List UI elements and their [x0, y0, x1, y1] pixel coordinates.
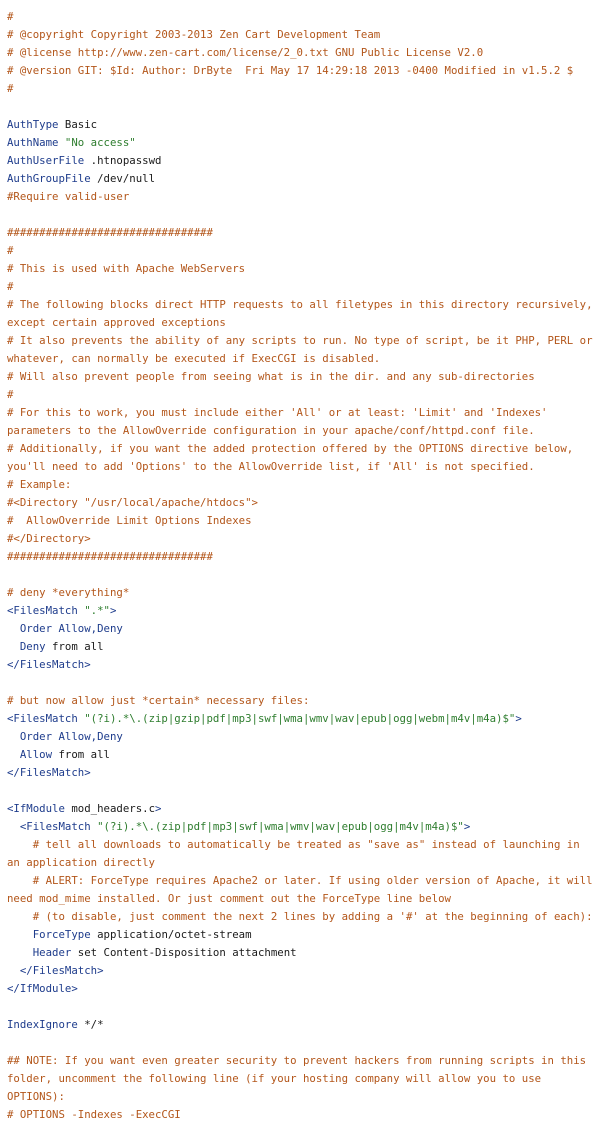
- code-line: [7, 260, 593, 278]
- keyword-token: Header: [7, 946, 72, 959]
- code-line: [7, 764, 593, 782]
- comment-token: # It also prevents the ability of any scripts to run. No type of script, be it PHP, PERL or whatever, can normally be executed if ExecCGI is disabled.: [7, 334, 599, 365]
- code-line: [7, 602, 593, 620]
- code-line: [7, 818, 593, 836]
- comment-token: # tell all downloads to automatically be treated as "save as" instead of launching in an application directly: [7, 838, 587, 869]
- keyword-token: Allow: [7, 748, 53, 761]
- code-line: [7, 530, 593, 548]
- code-line: [7, 584, 593, 602]
- code-line: [7, 908, 593, 926]
- code-line: [7, 836, 593, 872]
- code-line: [7, 494, 593, 512]
- comment-token: # @copyright Copyright 2003-2013 Zen Cart Development Team: [7, 28, 381, 41]
- code-line: [7, 710, 593, 728]
- keyword-token: ForceType: [7, 928, 91, 941]
- code-line: [7, 962, 593, 980]
- comment-token: # deny *everything*: [7, 586, 130, 599]
- code-line: [7, 620, 593, 638]
- comment-token: # OPTIONS -Indexes -ExecCGI: [7, 1108, 181, 1121]
- keyword-token: >: [155, 802, 162, 815]
- code-line: [7, 368, 593, 386]
- code-line: [7, 656, 593, 674]
- keyword-token: AuthName: [7, 136, 59, 149]
- keyword-token: </FilesMatch>: [7, 766, 91, 779]
- comment-token: #<Directory "/usr/local/apache/htdocs">: [7, 496, 258, 509]
- code-line: [7, 548, 593, 566]
- comment-token: # AllowOverride Limit Options Indexes: [7, 514, 252, 527]
- code-line: [7, 872, 599, 908]
- keyword-token: Allow,Deny: [58, 622, 123, 635]
- keyword-token: >: [463, 820, 471, 833]
- text-token: */*: [77, 1018, 104, 1031]
- comment-token: # For this to work, you must include either 'All' or at least: 'Limit' and 'Indexes' parameters to the AllowOverride configuration in your apache/conf/httpd.conf file.: [7, 406, 554, 437]
- code-line: [7, 116, 593, 134]
- comment-token: ################################: [7, 550, 213, 563]
- code-line: [7, 206, 593, 224]
- keyword-token: </FilesMatch>: [7, 658, 91, 671]
- code-line: [7, 332, 599, 368]
- code-line: [7, 224, 593, 242]
- comment-token: # This is used with Apache WebServers: [7, 262, 246, 275]
- comment-token: # Example:: [7, 478, 72, 491]
- code-line: [7, 998, 593, 1016]
- comment-token: # @license http://www.zen-cart.com/license/2_0.txt GNU Public License V2.0: [7, 46, 484, 59]
- code-line: [7, 980, 593, 998]
- keyword-token: >: [515, 712, 522, 725]
- code-line: [7, 926, 593, 944]
- code-line: [7, 692, 593, 710]
- keyword-token: AuthUserFile: [7, 154, 85, 167]
- keyword-token: <IfModule: [7, 802, 65, 815]
- comment-token: #Require valid-user: [7, 190, 130, 203]
- code-line: [7, 8, 593, 26]
- comment-token: #</Directory>: [7, 532, 91, 545]
- comment-token: #: [7, 10, 14, 23]
- string-token: "(?i).*\.(zip|gzip|pdf|mp3|swf|wma|wmv|wav|epub|ogg|webm|m4v|m4a)$": [84, 712, 516, 725]
- keyword-token: </FilesMatch>: [7, 964, 104, 977]
- keyword-token: <FilesMatch: [7, 820, 91, 833]
- keyword-token: Deny: [7, 640, 46, 653]
- code-line: [7, 242, 593, 260]
- text-token: application/octet-stream: [90, 928, 252, 941]
- code-line: [7, 170, 593, 188]
- code-line: [7, 800, 593, 818]
- text-token: mod_headers.c: [64, 802, 156, 815]
- code-line: [7, 746, 593, 764]
- code-line: [7, 1016, 593, 1034]
- comment-token: # Will also prevent people from seeing what is in the dir. and any sub-directories: [7, 370, 535, 383]
- comment-token: # Additionally, if you want the added protection offered by the OPTIONS directive below, you'll need to add 'Options' to the AllowOverride list, if 'All' is not specified.: [7, 442, 580, 473]
- string-token: "No access": [64, 136, 136, 149]
- text-token: from all: [52, 748, 110, 761]
- comment-token: # The following blocks direct HTTP requests to all filetypes in this directory recursively, except certain approved exceptions: [7, 298, 599, 329]
- code-line: [7, 296, 599, 332]
- comment-token: ################################: [7, 226, 213, 239]
- code-line: [7, 26, 593, 44]
- code-line: [7, 944, 593, 962]
- code-line: [7, 404, 593, 440]
- code-line: [7, 62, 593, 80]
- code-line: [7, 440, 593, 476]
- keyword-token: <FilesMatch: [7, 604, 78, 617]
- keyword-token: Order: [7, 730, 53, 743]
- keyword-token: </IfModule>: [7, 982, 78, 995]
- comment-token: #: [7, 244, 14, 257]
- comment-token: # @version GIT: $Id: Author: DrByte Fri May 17 14:29:18 2013 -0400 Modified in v1.5.2 $: [7, 64, 574, 77]
- text-token: set Content-Disposition attachment: [71, 946, 297, 959]
- text-token: from all: [45, 640, 104, 653]
- code-line: [7, 638, 593, 656]
- code-line: [7, 1106, 593, 1124]
- code-line: [7, 278, 593, 296]
- code-line: [7, 134, 593, 152]
- text-token: /dev/null: [90, 172, 156, 185]
- keyword-token: <FilesMatch: [7, 712, 78, 725]
- keyword-token: AuthGroupFile: [7, 172, 91, 185]
- code-line: [7, 1052, 593, 1106]
- string-token: "(?i).*\.(zip|pdf|mp3|swf|wma|wmv|wav|epub|ogg|m4v|m4a)$": [97, 820, 464, 833]
- comment-token: ## NOTE: If you want even greater security to prevent hackers from running scripts in this folder, uncomment the following line (if your hosting company will allow you to use OPTIONS):: [7, 1054, 593, 1103]
- text-token: Basic: [58, 118, 98, 131]
- code-line: [7, 566, 593, 584]
- code-line: [7, 98, 593, 116]
- keyword-token: Order: [7, 622, 53, 635]
- comment-token: # (to disable, just comment the next 2 lines by adding a '#' at the beginning of each):: [7, 910, 593, 923]
- comment-token: # but now allow just *certain* necessary files:: [7, 694, 310, 707]
- code-line: [7, 188, 593, 206]
- code-line: [7, 386, 593, 404]
- code-line: [7, 44, 593, 62]
- comment-token: # ALERT: ForceType requires Apache2 or later. If using older version of Apache, it will need mod_mime installed. Or just comment out the ForceType line below: [7, 874, 599, 905]
- keyword-token: AuthType: [7, 118, 59, 131]
- keyword-token: Allow,Deny: [58, 730, 123, 743]
- code-line: [7, 512, 593, 530]
- text-token: .htnopasswd: [84, 154, 162, 167]
- comment-token: #: [7, 82, 14, 95]
- htaccess-code-view: [7, 8, 599, 1124]
- code-line: [7, 476, 593, 494]
- comment-token: #: [7, 388, 14, 401]
- keyword-token: IndexIgnore: [7, 1018, 78, 1031]
- comment-token: #: [7, 280, 14, 293]
- code-line: [7, 152, 593, 170]
- code-line: [7, 728, 593, 746]
- code-line: [7, 80, 593, 98]
- code-line: [7, 674, 593, 692]
- string-token: ".*": [84, 604, 110, 617]
- keyword-token: >: [109, 604, 117, 617]
- code-line: [7, 1034, 593, 1052]
- code-line: [7, 782, 593, 800]
